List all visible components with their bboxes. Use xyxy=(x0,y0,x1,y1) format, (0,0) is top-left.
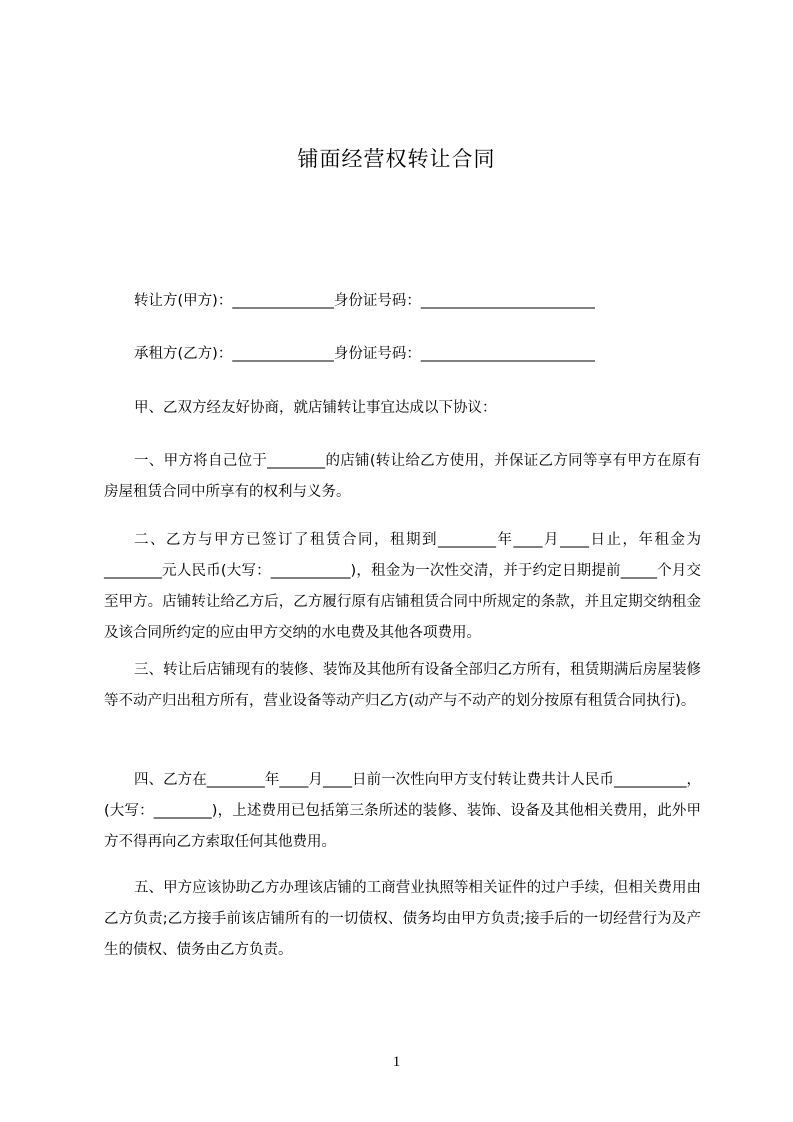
clause-1: 一、甲方将自己位于________的店铺(转让给乙方使用，并保证乙方同等享有甲方在原有房屋租赁合同中所享有的权利与义务。 xyxy=(104,453,701,500)
page-number: 1 xyxy=(392,1054,401,1070)
party-b-line: 承租方(乙方)：______________身份证号码：________________________ xyxy=(134,346,595,362)
document-title: 铺面经营权转让合同 xyxy=(297,147,496,171)
clause-2: 二、乙方与甲方已签订了租赁合同，租期到________年____月____日止，年租金为________元人民币(大写：___________)，租金为一次性交清，并于约定日期提前_____个月交至甲方。店铺转让给乙方后，乙方履行原有店铺租赁合同中所规定的条款，并且定期交纳租金及该合同所约定的应由甲方交纳的水电费及其他各项费用。 xyxy=(104,532,701,641)
party-a-line: 转让方(甲方)：______________身份证号码：________________________ xyxy=(134,293,595,309)
clause-4: 四、乙方在________年____月____日前一次性向甲方支付转让费共计人民币__________，(大写：________)，上述费用已包括第三条所述的装修、装饰、设备及其他相关费用，此外甲方不得再向乙方索取任何其他费用。 xyxy=(104,772,701,850)
clause-3: 三、转让后店铺现有的装修、装饰及其他所有设备全部归乙方所有，租赁期满后房屋装修等不动产归出租方所有，营业设备等动产归乙方(动产与不动产的划分按原有租赁合同执行)。 xyxy=(104,662,701,709)
agreement-intro: 甲、乙双方经友好协商，就店铺转让事宜达成以下协议： xyxy=(134,400,497,416)
clause-5: 五、甲方应该协助乙方办理该店铺的工商营业执照等相关证件的过户手续，但相关费用由乙方负责;乙方接手前该店铺所有的一切债权、债务均由甲方负责;接手后的一切经营行为及产生的债权、债务由乙方负责。 xyxy=(104,880,701,958)
